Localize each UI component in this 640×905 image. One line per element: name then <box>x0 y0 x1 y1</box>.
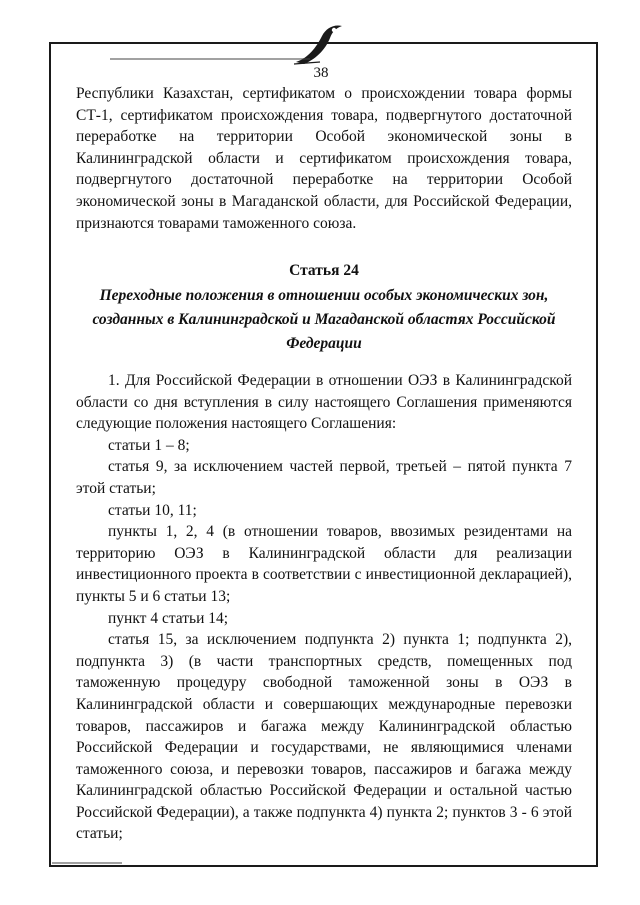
list-item: статьи 1 – 8; <box>108 436 190 454</box>
page-number: 38 <box>313 65 329 81</box>
intro-paragraph: Республики Казахстан, сертификатом о происхождении товара формы СТ-1, сертификатом происхождения товара, подвергнутого достаточной переработке на территории Особой экономической зоны в Калининградской области и сертификатом происхождения товара, подвергнутого достаточной переработке на территории Особой экономической зоны в Магаданской области, для Российской Федерации, признаются товарами таможенного союза. <box>76 85 572 232</box>
article-body <box>76 370 572 845</box>
article-title: Переходные положения в отношении особых экономических зон, созданных в Калининградской и Магаданской областях Российской Федерации <box>92 287 556 352</box>
article-number: Статья 24 <box>289 262 359 279</box>
stamp-line <box>110 58 310 60</box>
list-item: пункты 1, 2, 4 (в отношении товаров, ввозимых резидентами на территорию ОЭЗ в Калининградской области для реализации инвестиционного проекта в соответствии с инвестиционной декларацией), пункты 5 и 6 статьи 13; <box>76 523 572 605</box>
list-item: статья 15, за исключением подпункта 2) пункта 1; подпункта 2), подпункта 3) (в части транспортных средств, помещенных под таможенную процедуру свободной таможенной зоны в ОЭЗ в Калининградской области и совершающих международные перевозки товаров, пассажиров и багажа между Калининградской областью Российской Федерации и государствами, не являющимися членами таможенного союза, и перевозки товаров, пассажиров и багажа между Калининградской областью Российской Федерации и остальной частью Российской Федерации), а также подпункта 4) пункта 2; пунктов 3 - 6 этой статьи; <box>76 631 572 843</box>
list-item: пункт 4 статьи 14; <box>108 609 229 627</box>
list-item: статья 9, за исключением частей первой, третьей – пятой пункта 7 этой статьи; <box>76 458 572 497</box>
list-item: статьи 10, 11; <box>108 501 197 519</box>
stamp-line <box>52 862 122 864</box>
paragraph-1: 1. Для Российской Федерации в отношении ОЭЗ в Калининградской области со дня вступления в силу настоящего Соглашения применяются следующие положения настоящего Соглашения: <box>76 372 572 433</box>
intro-section <box>76 83 572 234</box>
